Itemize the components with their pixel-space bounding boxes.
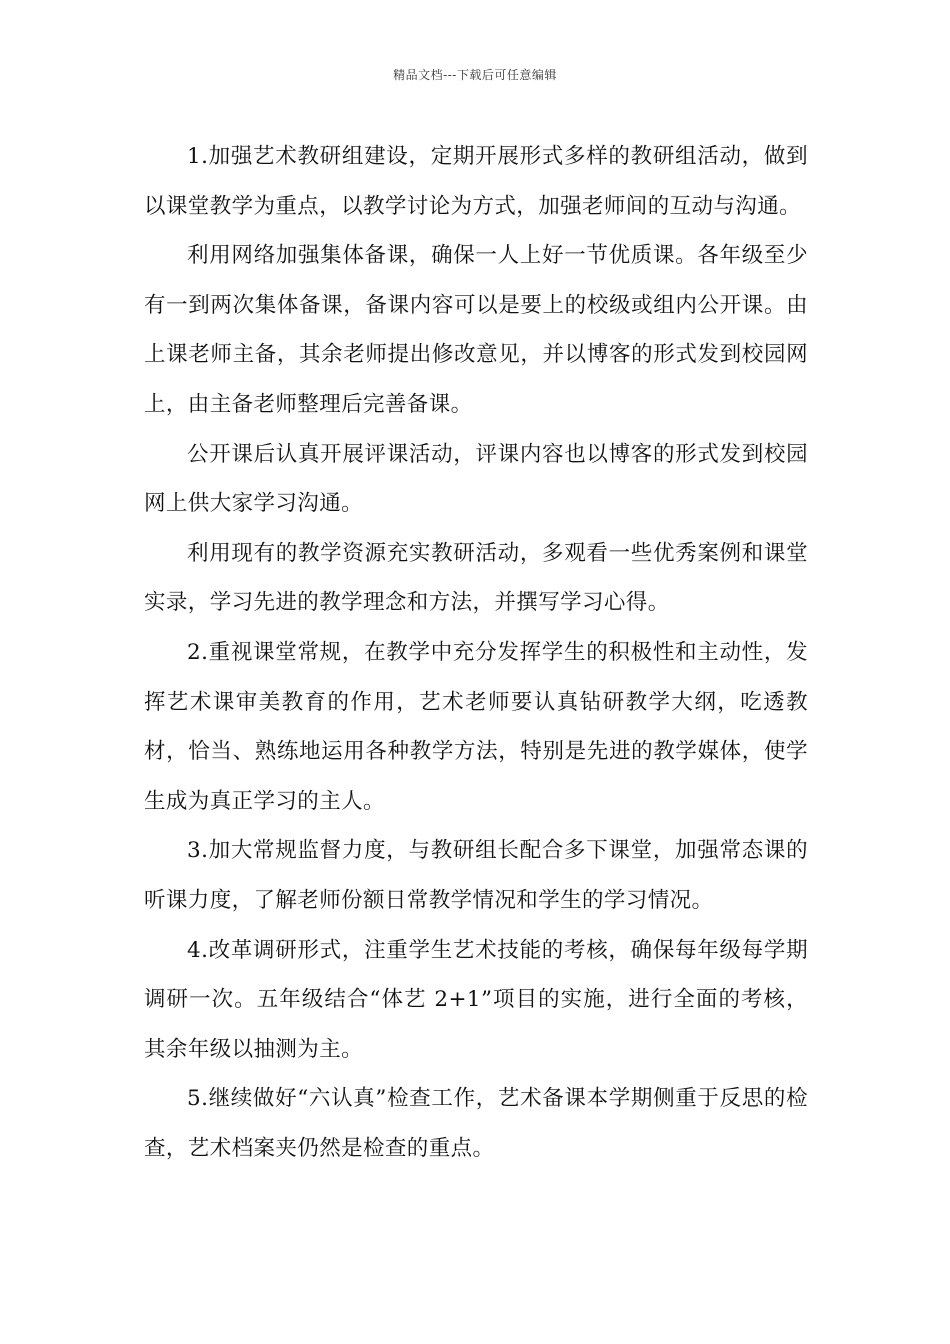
- paragraph-6: 3.加大常规监督力度，与教研组长配合多下课堂，加强常态课的听课力度，了解老师份额日常教学情况和学生的学习情况。: [144, 838, 808, 913]
- paragraph-7: 4.改革调研形式，注重学生艺术技能的考核，确保每年级每学期调研一次。五年级结合“体艺 2+1”项目的实施，进行全面的考核，其余年级以抽测为主。: [144, 937, 808, 1062]
- paragraph-5: 2.重视课堂常规，在教学中充分发挥学生的积极性和主动性，发挥艺术课审美教育的作用，艺术老师要认真钻研教学大纲，吃透教材，恰当、熟练地运用各种教学方法，特别是先进的教学媒体，使学生成为真正学习的主人。: [144, 639, 808, 814]
- page-header: 精品文档---下载后可任意编辑: [393, 68, 557, 82]
- paragraph-4: 利用现有的教学资源充实教研活动，多观看一些优秀案例和课堂实录，学习先进的教学理念和方法，并撰写学习心得。: [144, 540, 808, 616]
- document-body: [144, 132, 808, 1173]
- paragraph-3: 公开课后认真开展评课活动，评课内容也以博客的形式发到校园网上供大家学习沟通。: [144, 441, 808, 517]
- paragraph-2: 利用网络加强集体备课，确保一人上好一节优质课。各年级至少有一到两次集体备课，备课内容可以是要上的校级或组内公开课。由上课老师主备，其余老师提出修改意见，并以博客的形式发到校园网上，由主备老师整理后完善备课。: [144, 243, 808, 417]
- paragraph-1: 1.加强艺术教研组建设，定期开展形式多样的教研组活动，做到以课堂教学为重点，以教学讨论为方式，加强老师间的互动与沟通。: [144, 144, 808, 219]
- paragraph-8: 5.继续做好“六认真”检查工作，艺术备课本学期侧重于反思的检查，艺术档案夹仍然是检查的重点。: [144, 1086, 808, 1161]
